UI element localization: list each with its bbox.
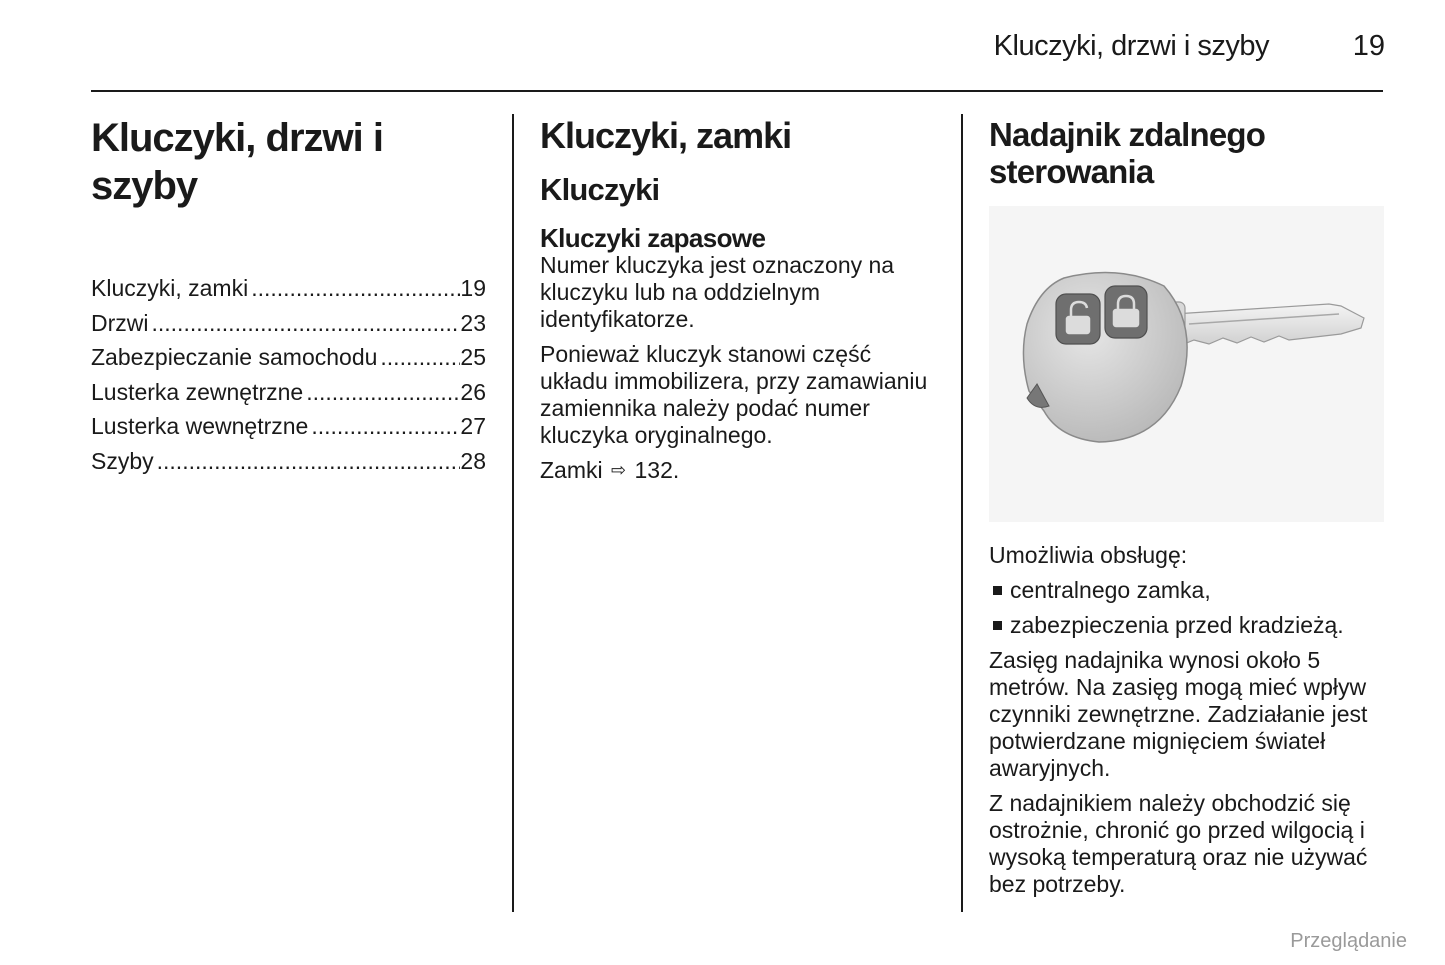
running-header: [0, 30, 1445, 70]
remote-control-column: [989, 114, 1384, 906]
keys-locks-column: [540, 114, 940, 494]
remote-key-illustration: [989, 206, 1384, 522]
list-item: [989, 612, 1384, 639]
toc-entry[interactable]: [91, 271, 486, 306]
chapter-contents-column: [91, 114, 486, 478]
paragraph-range: Zasięg nadajnika wynosi około 5 metrów. Na zasięg mogą mieć wpływ czynniki zewnętrzne. Zadziałanie jest potwierdzane mignięciem świateł awaryjnych.: [989, 647, 1368, 781]
section-title-keys-locks: Kluczyki, zamki: [540, 115, 792, 156]
toc-entry-label: Lusterka wewnętrzne: [91, 413, 309, 439]
list-item-text: zabezpieczenia przed kradzieżą.: [1010, 612, 1344, 638]
toc-leader-dots: [248, 271, 460, 306]
column-divider: [961, 114, 963, 912]
toc-entry-label: Drzwi: [91, 309, 149, 336]
remote-key-icon: [989, 206, 1384, 522]
toc-entry-page: 23: [460, 309, 486, 336]
toc-entry-label: Kluczyki, zamki: [91, 275, 249, 301]
remote-functions-intro: Umożliwia obsługę:: [989, 542, 1188, 568]
toc-leader-dots: [149, 306, 461, 341]
toc-entry-page: 27: [460, 413, 486, 439]
toc-entry-page: 28: [460, 447, 486, 474]
toc-leader-dots: [303, 375, 460, 410]
cross-reference[interactable]: [540, 457, 940, 486]
toc-entry-label: Zabezpieczanie samochodu: [91, 344, 378, 370]
table-of-contents: [91, 271, 486, 478]
toc-leader-dots: [308, 409, 460, 444]
toc-leader-dots: [377, 340, 460, 375]
section-title-remote-control: Nadajnik zdalnego sterowania: [989, 116, 1266, 190]
footer-browse-label[interactable]: Przeglądanie: [1290, 930, 1407, 952]
bullet-square-icon: [993, 586, 1002, 595]
cross-reference-label: Zamki: [540, 457, 603, 483]
page-number: 19: [1352, 30, 1385, 62]
cross-reference-page[interactable]: 132.: [634, 457, 680, 483]
list-item: [989, 577, 1384, 604]
subsection-title-keys: Kluczyki: [540, 172, 660, 207]
toc-entry-page: 25: [460, 344, 486, 370]
toc-entry[interactable]: [91, 444, 486, 479]
toc-entry-page: 19: [460, 275, 486, 301]
list-item-text: centralnego zamka,: [1010, 577, 1211, 603]
running-title: Kluczyki, drzwi i szyby: [993, 30, 1269, 62]
paragraph-care: Z nadajnikiem należy obchodzić się ostrożnie, chronić go przed wilgocią i wysoką temperaturą oraz nie używać bez potrzeby.: [989, 790, 1368, 897]
column-divider: [512, 114, 514, 912]
toc-entry-page: 26: [460, 378, 486, 405]
header-rule: [91, 90, 1383, 92]
toc-entry[interactable]: [91, 306, 486, 341]
toc-entry[interactable]: [91, 409, 486, 444]
paragraph-key-number: Numer kluczyka jest oznaczony na kluczyku lub na oddzielnym identyfikatorze.: [540, 252, 895, 332]
toc-entry-label: Lusterka zewnętrzne: [91, 378, 304, 405]
subsection-title-spare-keys: Kluczyki zapasowe: [540, 223, 766, 253]
paragraph-immobilizer: Ponieważ kluczyk stanowi część układu immobilizera, przy zamawianiu zamiennika należy podać numer kluczyka oryginalnego.: [540, 341, 928, 448]
reference-arrow-icon: ⇨: [611, 460, 627, 480]
chapter-title: Kluczyki, drzwi i szyby: [91, 116, 383, 208]
toc-leader-dots: [154, 444, 461, 479]
toc-entry-label: Szyby: [91, 447, 154, 474]
toc-entry[interactable]: [91, 375, 486, 410]
bullet-square-icon: [993, 621, 1002, 630]
toc-entry[interactable]: [91, 340, 486, 375]
